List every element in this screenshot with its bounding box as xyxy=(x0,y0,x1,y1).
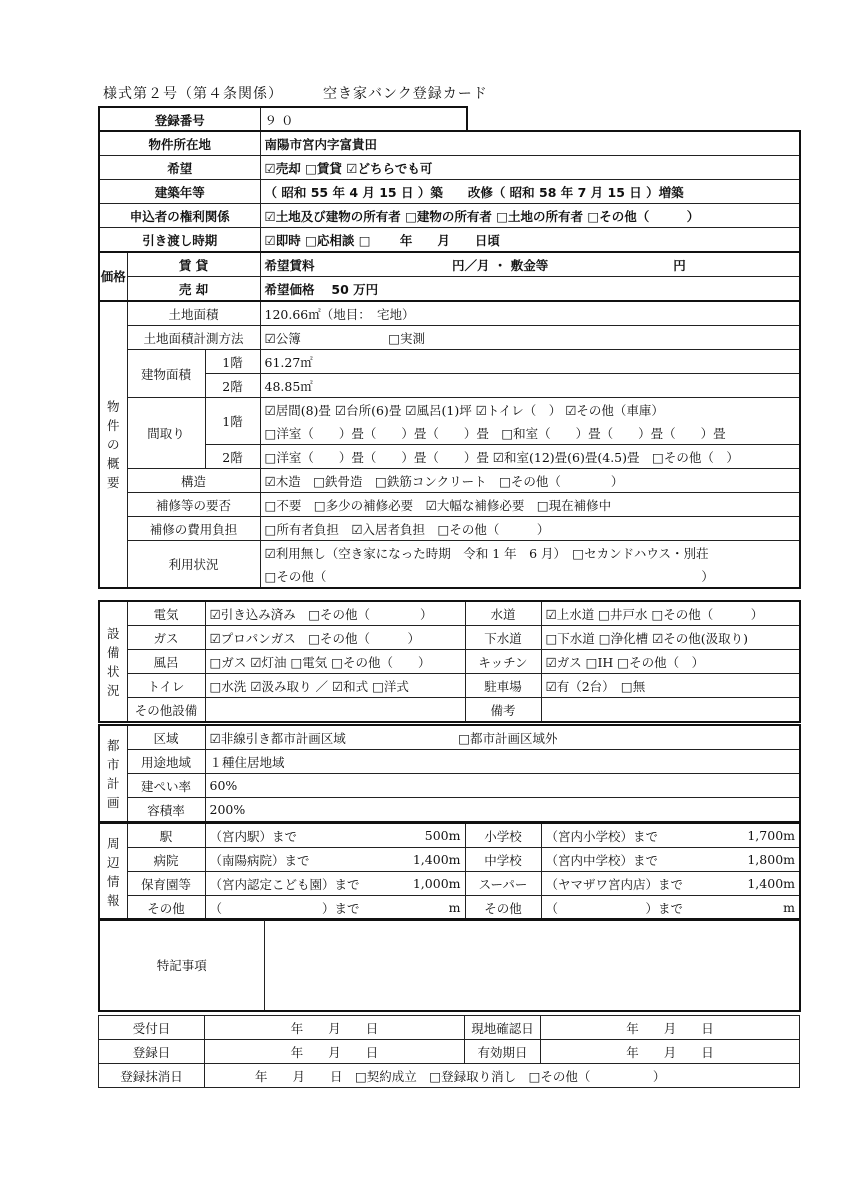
usage-line1[interactable]: ☑利用無し（空き家になった時期 令和 1 年 6 月） □セカンドハウス・別荘 xyxy=(260,541,800,565)
registration-number[interactable]: ９０ xyxy=(260,107,467,132)
cancelled-label: 登録抹消日 xyxy=(99,1064,205,1088)
handover-label: 引き渡し時期 xyxy=(99,228,260,253)
bath-value[interactable]: □ガス ☑灯油 □電気 □その他（ ） xyxy=(205,650,465,674)
area-value[interactable]: ☑非線引き都市計画区域 □都市計画区域外 xyxy=(205,725,800,750)
surround-row-2-left-dist[interactable]: 1,400m xyxy=(393,848,465,872)
remarks-value[interactable] xyxy=(541,698,800,723)
surround-row-1-right-name[interactable]: （宮内小学校）まで xyxy=(541,823,728,848)
land-area-value[interactable]: 120.66㎡（地目： 宅地） xyxy=(260,301,800,326)
electric-label: 電気 xyxy=(127,601,205,626)
surround-row-1-left-label: 駅 xyxy=(127,823,205,848)
surround-row-4-right-name[interactable]: （ ）まで xyxy=(541,896,728,921)
site-check-value[interactable]: 年 月 日 xyxy=(541,1016,800,1040)
sale-value[interactable]: 希望価格 50 万円 xyxy=(260,277,800,302)
overview-section-label: 物件の概要 xyxy=(99,301,127,588)
usage-label: 利用状況 xyxy=(127,541,260,589)
repair-cost-value[interactable]: □所有者負担 ☑入居者負担 □その他（ ） xyxy=(260,517,800,541)
rent-value[interactable]: 希望賃料 円／月 ・ 敷金等 円 xyxy=(260,252,800,277)
form-subtitle: 空き家バンク登録カード xyxy=(323,86,488,102)
building-floor1-value[interactable]: 61.27㎡ xyxy=(260,350,800,374)
surround-row-3-right-dist[interactable]: 1,400m xyxy=(728,872,800,896)
sale-label: 売 却 xyxy=(127,277,260,302)
building-floor2-label: 2階 xyxy=(205,374,260,398)
zoning-value[interactable]: １種住居地域 xyxy=(205,750,800,774)
surround-row-4-right-dist[interactable]: m xyxy=(728,896,800,921)
site-check-label: 現地確認日 xyxy=(465,1016,541,1040)
water-label: 水道 xyxy=(465,601,541,626)
area-label: 区域 xyxy=(127,725,205,750)
facilities-table xyxy=(98,600,801,723)
surround-row-1-right-dist[interactable]: 1,700m xyxy=(728,823,800,848)
electric-value[interactable]: ☑引き込み済み □その他（ ） xyxy=(205,601,465,626)
surround-row-3-right-label: スーパー xyxy=(465,872,541,896)
repair-cost-label: 補修の費用負担 xyxy=(127,517,260,541)
land-method-label: 土地面積計測方法 xyxy=(127,326,260,350)
location-label: 物件所在地 xyxy=(99,131,260,156)
handover-value[interactable]: ☑即時 □応相談 □ 年 月 日頃 xyxy=(260,228,800,253)
land-area-label: 土地面積 xyxy=(127,301,260,326)
surround-row-1-left-name[interactable]: （宮内駅）まで xyxy=(205,823,393,848)
repair-need-value[interactable]: □不要 □多少の補修必要 ☑大幅な補修必要 □現在補修中 xyxy=(260,493,800,517)
surroundings-section-label: 周辺情報 xyxy=(99,823,127,920)
surround-row-3-left-name[interactable]: （宮内認定こども園）まで xyxy=(205,872,393,896)
notes-value[interactable] xyxy=(264,919,800,1011)
building-floor1-label: 1階 xyxy=(205,350,260,374)
city-planning-section-label: 都市計画 xyxy=(99,725,127,822)
surround-row-2-left-name[interactable]: （南陽病院）まで xyxy=(205,848,393,872)
expiry-label: 有効期日 xyxy=(465,1040,541,1064)
registered-value[interactable]: 年 月 日 xyxy=(205,1040,465,1064)
layout-floor1-line2[interactable]: □洋室（ ）畳（ ）畳（ ）畳 □和室（ ）畳（ ）畳（ ）畳 xyxy=(260,421,800,445)
office-use-table xyxy=(98,1015,800,1088)
repair-need-label: 補修等の要否 xyxy=(127,493,260,517)
built-value[interactable]: （ 昭和 55 年 4 月 15 日 ）築 改修（ 昭和 58 年 7 月 15 日 ）増築 xyxy=(260,180,800,204)
surround-row-2-left-label: 病院 xyxy=(127,848,205,872)
gas-label: ガス xyxy=(127,626,205,650)
surroundings-table xyxy=(98,822,801,921)
location-value[interactable]: 南陽市宮内字富貴田 xyxy=(260,131,800,156)
cancelled-value[interactable]: 年 月 日 □契約成立 □登録取り消し □その他（ ） xyxy=(205,1064,800,1088)
other-facilities-label: その他設備 xyxy=(127,698,205,723)
parking-label: 駐車場 xyxy=(465,674,541,698)
surround-row-1-right-label: 小学校 xyxy=(465,823,541,848)
surround-row-4-left-label: その他 xyxy=(127,896,205,921)
surround-row-3-right-name[interactable]: （ヤマザワ宮内店）まで xyxy=(541,872,728,896)
layout-floor1-line1[interactable]: ☑居間(8)畳 ☑台所(6)畳 ☑風呂(1)坪 ☑トイレ（ ） ☑その他（車庫） xyxy=(260,398,800,422)
sewer-value[interactable]: □下水道 □浄化槽 ☑その他(汲取り) xyxy=(541,626,800,650)
surround-row-3-left-dist[interactable]: 1,000m xyxy=(393,872,465,896)
usage-line2[interactable]: □その他（ ） xyxy=(260,564,800,588)
surround-row-2-right-label: 中学校 xyxy=(465,848,541,872)
expiry-value[interactable]: 年 月 日 xyxy=(541,1040,800,1064)
structure-label: 構造 xyxy=(127,469,260,493)
sewer-label: 下水道 xyxy=(465,626,541,650)
rights-label: 申込者の権利関係 xyxy=(99,204,260,228)
toilet-label: トイレ xyxy=(127,674,205,698)
registration-table xyxy=(98,106,468,132)
notes-table xyxy=(98,918,801,1012)
building-area-label: 建物面積 xyxy=(127,350,205,398)
parking-value[interactable]: ☑有（2台） □無 xyxy=(541,674,800,698)
price-section-label: 価格 xyxy=(99,252,127,301)
registered-label: 登録日 xyxy=(99,1040,205,1064)
other-facilities-value[interactable] xyxy=(205,698,465,723)
layout-floor2-line[interactable]: □洋室（ ）畳（ ）畳（ ）畳 ☑和室(12)畳(6)畳(4.5)畳 □その他（ ） xyxy=(260,445,800,469)
water-value[interactable]: ☑上水道 □井戸水 □その他（ ） xyxy=(541,601,800,626)
surround-row-2-right-dist[interactable]: 1,800m xyxy=(728,848,800,872)
building-floor2-value[interactable]: 48.85㎡ xyxy=(260,374,800,398)
wish-value[interactable]: ☑売却 □賃貸 ☑どちらでも可 xyxy=(260,156,800,180)
wish-label: 希望 xyxy=(99,156,260,180)
layout-floor1-label: 1階 xyxy=(205,398,260,445)
layout-label: 間取り xyxy=(127,398,205,469)
facilities-section-label: 設備状況 xyxy=(99,601,127,722)
surround-row-4-left-dist[interactable]: m xyxy=(393,896,465,921)
land-method-value[interactable]: ☑公簿 □実測 xyxy=(260,326,800,350)
basic-info-table xyxy=(98,130,801,589)
received-value[interactable]: 年 月 日 xyxy=(205,1016,465,1040)
surround-row-1-left-dist[interactable]: 500m xyxy=(393,823,465,848)
zoning-label: 用途地域 xyxy=(127,750,205,774)
received-label: 受付日 xyxy=(99,1016,205,1040)
bath-label: 風呂 xyxy=(127,650,205,674)
notes-label: 特記事項 xyxy=(99,919,264,1011)
surround-row-4-right-label: その他 xyxy=(465,896,541,921)
toilet-value[interactable]: □水洗 ☑汲み取り ／ ☑和式 □洋式 xyxy=(205,674,465,698)
rent-label: 賃 貸 xyxy=(127,252,260,277)
form-header xyxy=(103,83,488,103)
surround-row-3-left-label: 保育園等 xyxy=(127,872,205,896)
layout-floor2-label: 2階 xyxy=(205,445,260,469)
city-planning-table xyxy=(98,724,801,823)
remarks-label: 備考 xyxy=(465,698,541,723)
surround-row-2-right-name[interactable]: （宮内中学校）まで xyxy=(541,848,728,872)
rights-value[interactable]: ☑土地及び建物の所有者 □建物の所有者 □土地の所有者 □その他（ ） xyxy=(260,204,800,228)
kitchen-value[interactable]: ☑ガス □IH □その他（ ） xyxy=(541,650,800,674)
gas-value[interactable]: ☑プロパンガス □その他（ ） xyxy=(205,626,465,650)
registration-label: 登録番号 xyxy=(99,107,260,132)
kitchen-label: キッチン xyxy=(465,650,541,674)
coverage-label: 建ぺい率 xyxy=(127,774,205,798)
far-label: 容積率 xyxy=(127,798,205,823)
form-title: 様式第２号（第４条関係） xyxy=(103,86,283,102)
surround-row-4-left-name[interactable]: （ ）まで xyxy=(205,896,393,921)
built-label: 建築年等 xyxy=(99,180,260,204)
far-value[interactable]: 200% xyxy=(205,798,800,823)
coverage-value[interactable]: 60% xyxy=(205,774,800,798)
structure-value[interactable]: ☑木造 □鉄骨造 □鉄筋コンクリート □その他（ ） xyxy=(260,469,800,493)
